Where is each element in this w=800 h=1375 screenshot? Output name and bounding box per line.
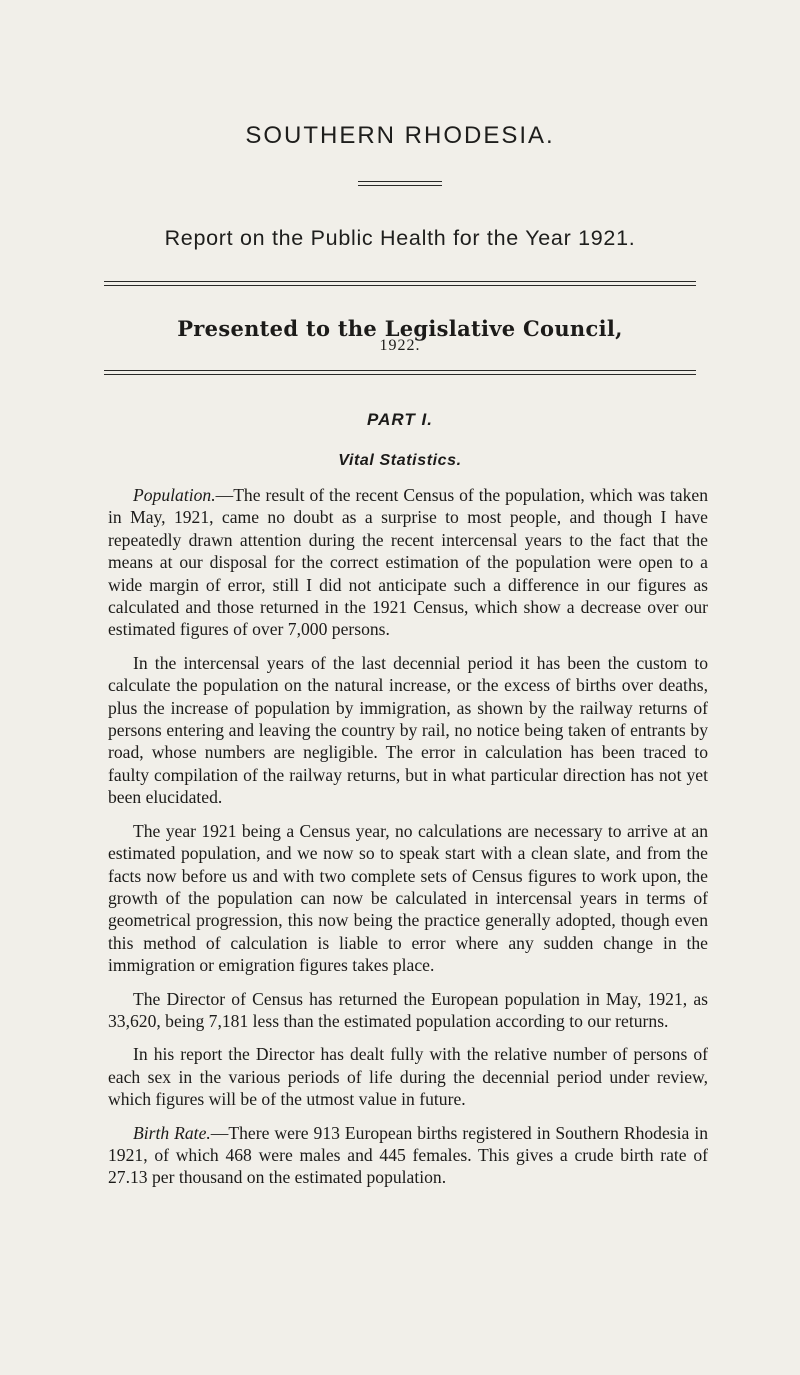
part-heading: PART I.	[367, 410, 433, 429]
paragraph-director	[108, 988, 708, 1033]
divider-short	[358, 181, 442, 186]
paragraph-text: —The result of the recent Census of the population, which was taken in May, 1921, came no doubt as a surprise to most people, and though I have repeatedly drawn attention during the recent intercensal years to the fact that the means at our disposal for the correct estimation of the population were open to a wide margin of error, still I did not anticipate such a difference in our figures as calculated and those returned in the 1921 Census, which show a decrease over our estimated figures of over 7,000 persons.	[108, 485, 708, 640]
body-text	[108, 484, 708, 1200]
divider-lower	[104, 370, 696, 375]
divider-upper	[104, 281, 696, 286]
paragraph-lead: Birth Rate.	[133, 1122, 211, 1143]
presented-line: Presented to the Legislative Council,	[177, 316, 623, 341]
paragraph-census-year	[108, 820, 708, 977]
paragraph-text: The year 1921 being a Census year, no calculations are necessary to arrive at an estimated population, and we now so to speak start with a clean slate, and from the facts now before us and with two complete sets of Census figures to work upon, the growth of the population can now be calculated in intercensal years in terms of geometrical progression, this now being the practice generally adopted, though even this method of calculation is liable to error where any sudden change in the immigration or emigration figures takes place.	[108, 820, 708, 976]
paragraph-text: In the intercensal years of the last decennial period it has been the custom to calculate the population on the natural increase, or the excess of births over deaths, plus the increase of population by immigration, as shown by the railway returns of persons entering and leaving the country by rail, no notice being taken of entrants by road, whose numbers are negligible. The error in calculation has been traced to faulty compilation of the railway returns, but in what particular direction has not yet been elucidated.	[108, 652, 708, 808]
country-heading: SOUTHERN RHODESIA.	[245, 122, 555, 149]
paragraph-population	[108, 484, 708, 641]
paragraph-intercensal	[108, 652, 708, 809]
paragraph-report	[108, 1043, 708, 1110]
paragraph-birth-rate	[108, 1122, 708, 1189]
paragraph-text: In his report the Director has dealt fully with the relative number of persons of each sex in the various periods of life during the decennial period under review, which figures will be of the utmost value in future.	[108, 1044, 708, 1110]
section-heading: Vital Statistics.	[338, 452, 462, 469]
report-title: Report on the Public Health for the Year 1921.	[164, 226, 636, 250]
paragraph-text: The Director of Census has returned the European population in May, 1921, as 33,620, being 7,181 less than the estimated population according to our returns.	[108, 988, 708, 1031]
paragraph-lead: Population.	[133, 485, 216, 505]
paragraph-text: —There were 913 European births registered in Southern Rhodesia in 1921, of which 468 were males and 445 females. This gives a crude birth rate of 27.13 per thousand on the estimated population.	[108, 1122, 708, 1188]
presented-year: 1922.	[379, 337, 421, 354]
